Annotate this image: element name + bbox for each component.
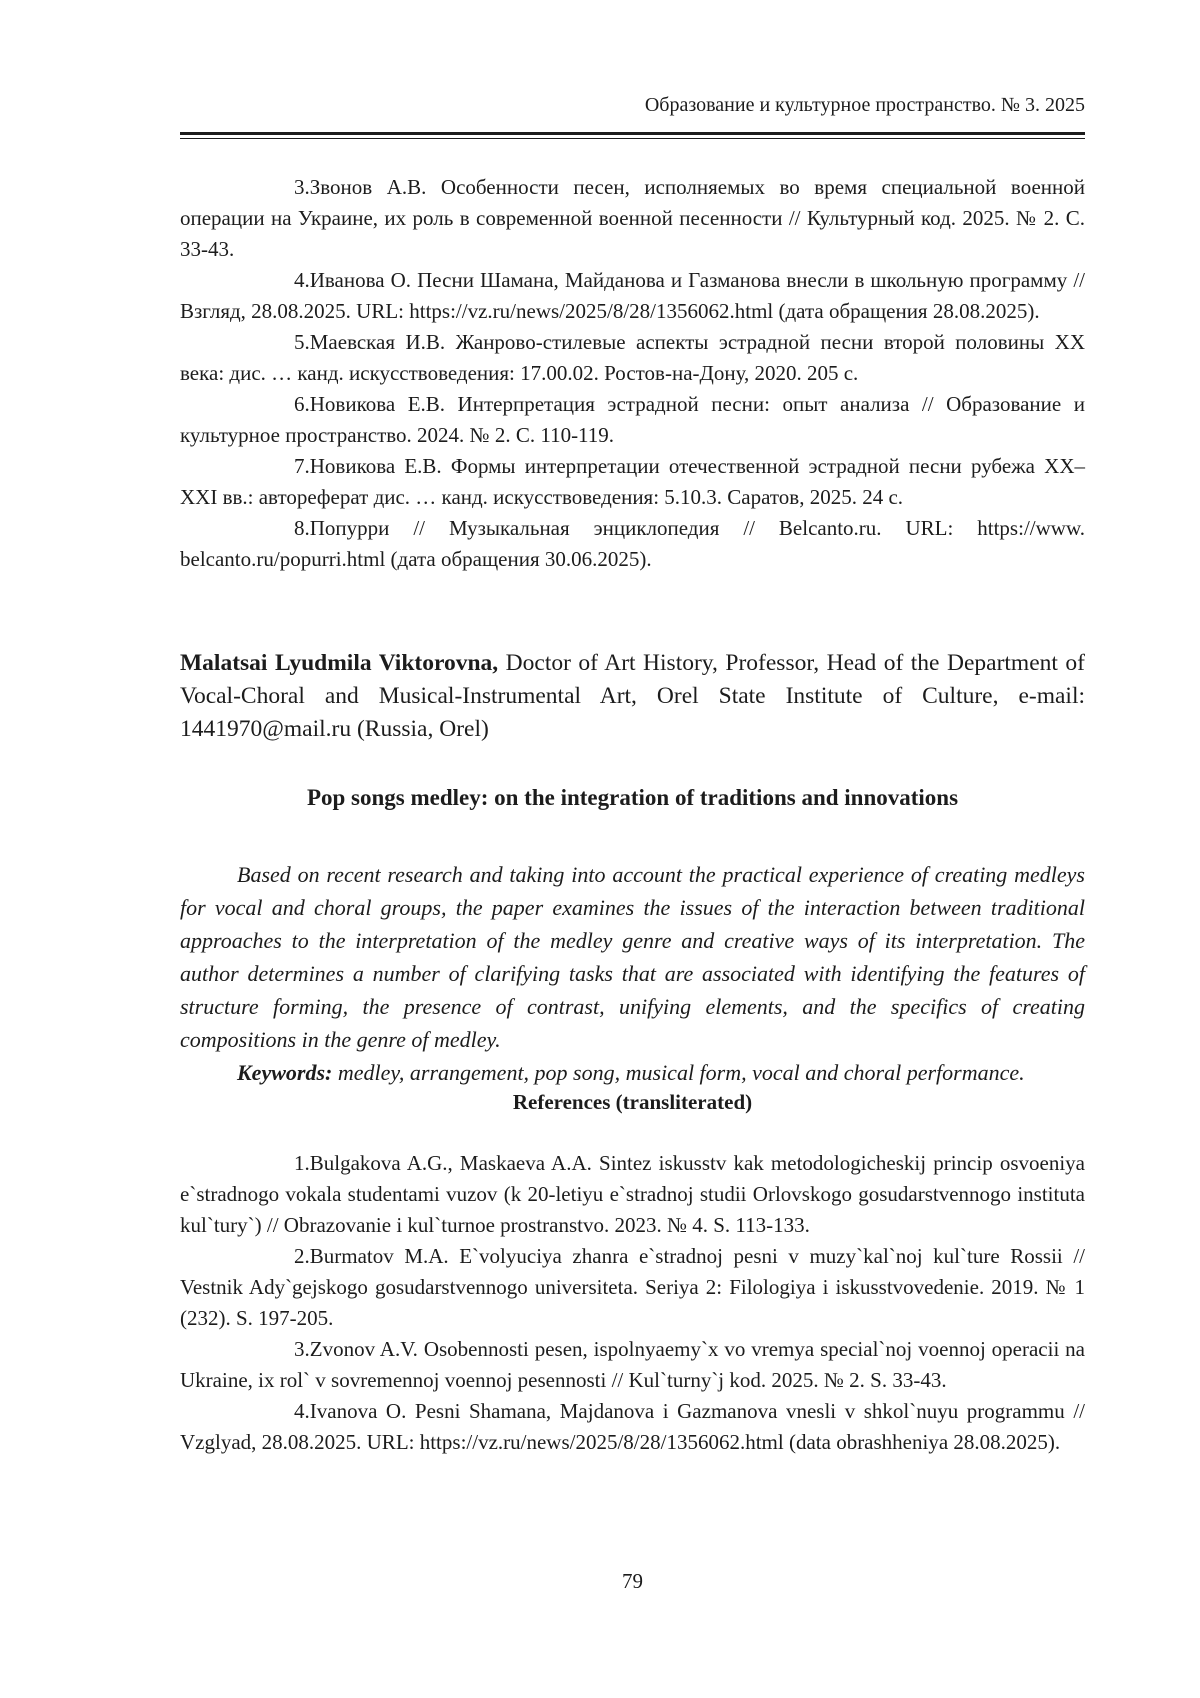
reference-number: 2. — [294, 1244, 310, 1268]
reference-text: Иванова О. Песни Шамана, Майданова и Газманова внесли в школьную программу // Взгляд, 28.08.2025. URL: https://vz.ru/news/2025/8/28/1356062.html (дата обращения 28.08.2025). — [180, 268, 1085, 323]
header-rule-thin — [180, 138, 1085, 139]
reference-number: 8. — [294, 516, 310, 540]
reference-item — [180, 1241, 1085, 1334]
abstract-text: Based on recent research and taking into account the practical experience of creating medleys for vocal and choral groups, the paper examines the issues of the interaction between traditional approaches to the interpretation of the medley genre and creative ways of its interpretation. The author determines a number of clarifying tasks that are associated with identifying the features of structure forming, the presence of contrast, unifying elements, and the specifics of creating compositions in the genre of medley. — [180, 862, 1085, 1052]
reference-number: 3. — [294, 1337, 310, 1361]
reference-item — [180, 172, 1085, 265]
references-ru-list — [180, 172, 1085, 575]
author-name: Malatsai Lyudmila Viktorovna, — [180, 650, 499, 676]
reference-number: 4. — [294, 1399, 310, 1423]
reference-text: Ivanova O. Pesni Shamana, Majdanova i Gazmanova vnesli v shkol`nuyu programmu // Vzglyad, 28.08.2025. URL: https://vz.ru/news/2025/8/28/1356062.html (data obrashheniya 28.08.2025). — [180, 1399, 1085, 1454]
abstract — [180, 858, 1085, 1089]
author-details: Doctor of Art History, Professor, Head of the Department of Vocal-Choral and Musical-Instrumental Art, Orel State Institute of Culture, e-mail: 1441970@mail.ru (Russia, Orel) — [180, 650, 1085, 742]
reference-item — [180, 1334, 1085, 1396]
reference-text: Burmatov M.A. E`volyuciya zhanra e`stradnoj pesni v muzy`kal`noj kul`ture Rossii // Vestnik Ady`gejskogo gosudarstvennogo universiteta. Seriya 2: Filologiya i iskusstvovedenie. 2019. № 1 (232). S. 197-205. — [180, 1244, 1085, 1330]
reference-text: Маевская И.В. Жанрово-стилевые аспекты эстрадной песни второй половины XX века: дис. … канд. искусствоведения: 17.00.02. Ростов-на-Дону, 2020. 205 с. — [180, 330, 1085, 385]
references-en-list — [180, 1148, 1085, 1458]
reference-number: 1. — [294, 1151, 310, 1175]
reference-item — [180, 1396, 1085, 1458]
reference-number: 4. — [294, 268, 310, 292]
reference-text: Новикова Е.В. Интерпретация эстрадной песни: опыт анализа // Образование и культурное пространство. 2024. № 2. С. 110-119. — [180, 392, 1085, 447]
references-title: References (transliterated) — [512, 1090, 753, 1114]
reference-text: Новикова Е.В. Формы интерпретации отечественной эстрадной песни рубежа XX–XXI вв.: автореферат дис. … канд. искусствоведения: 5.10.3. Саратов, 2025. 24 с. — [180, 454, 1085, 509]
running-header: Образование и культурное пространство. № 3. 2025 — [644, 94, 1085, 116]
header-rule-thick — [180, 132, 1085, 135]
reference-text: Bulgakova A.G., Maskaeva A.A. Sintez iskusstv kak metodologicheskij princip osvoeniya e`stradnogo vokala studentami vuzov (k 20-letiyu e`stradnoj studii Orlovskogo gosudarstvennogo instituta kul`tury`) // Obrazovanie i kul`turnoe prostranstvo. 2023. № 4. S. 113-133. — [180, 1151, 1085, 1237]
reference-text: Zvonov A.V. Osobennosti pesen, ispolnyaemy`x vo vremya special`noj voennoj operacii na Ukraine, ix rol` v sovremennoj voennoj pesennosti // Kul`turny`j kod. 2025. № 2. S. 33-43. — [180, 1337, 1085, 1392]
reference-item — [180, 451, 1085, 513]
reference-number: 5. — [294, 330, 310, 354]
reference-item — [180, 389, 1085, 451]
keywords-line — [180, 1056, 1085, 1089]
keywords-label: Keywords: — [237, 1060, 333, 1085]
reference-number: 6. — [294, 392, 310, 416]
reference-item — [180, 265, 1085, 327]
keywords-text: medley, arrangement, pop song, musical form, vocal and choral performance. — [332, 1060, 1025, 1085]
author-info — [180, 647, 1085, 746]
reference-number: 7. — [294, 454, 310, 478]
reference-text: Попурри // Музыкальная энциклопедия // Belcanto.ru. URL: https://www. belcanto.ru/popurri.html (дата обращения 30.06.2025). — [180, 516, 1085, 571]
reference-item — [180, 1148, 1085, 1241]
page-number: 79 — [622, 1569, 643, 1593]
reference-item — [180, 513, 1085, 575]
reference-text: Звонов А.В. Особенности песен, исполняемых во время специальной военной операции на Украине, их роль в современной военной песенности // Культурный код. 2025. № 2. С. 33-43. — [180, 175, 1085, 261]
reference-number: 3. — [294, 175, 310, 199]
paper-title: Pop songs medley: on the integration of traditions and innovations — [306, 785, 959, 810]
reference-item — [180, 327, 1085, 389]
